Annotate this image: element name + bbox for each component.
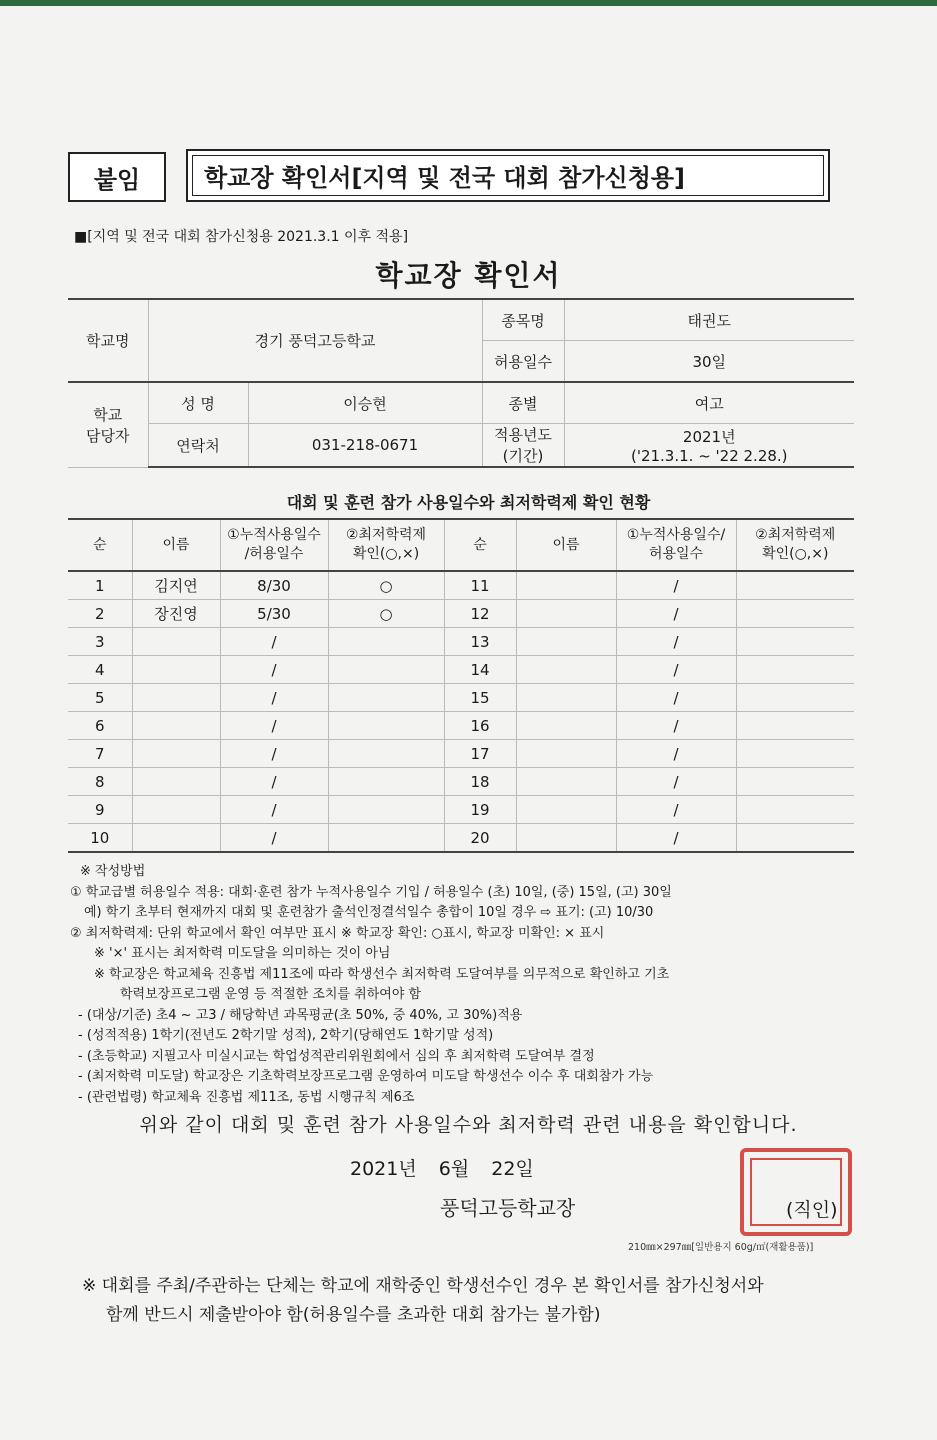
cell-used-r: /: [616, 571, 736, 600]
cell-used-r: /: [616, 628, 736, 656]
cell-no-r: 11: [444, 571, 516, 600]
cell-name-r: [516, 740, 616, 768]
cell-check: [328, 628, 444, 656]
binder-edge: [0, 0, 937, 6]
cell-name: [132, 796, 220, 824]
table-row: [68, 824, 854, 853]
cell-used: /: [220, 712, 328, 740]
cell-used-r: /: [616, 684, 736, 712]
cell-used-r: /: [616, 740, 736, 768]
col-name-right: 이름: [516, 519, 616, 571]
applicability-note: ■[지역 및 전국 대회 참가신청용 2021.3.1 이후 적용]: [74, 229, 409, 245]
footer-line: ※ 대회를 주최/주관하는 단체는 학교에 재학중인 학생선수인 경우 본 확인서를 참가신청서와: [82, 1276, 764, 1296]
cell-name: [132, 768, 220, 796]
contact-value: 031-218-0671: [248, 424, 482, 468]
instructions: [70, 862, 860, 1108]
cell-used: 8/30: [220, 571, 328, 600]
instruction-line: ※ 학교장은 학교체육 진흥법 제11조에 따라 학생선수 최저학력 도달여부를 의무적으로 확인하고 기초: [94, 966, 670, 982]
table-row: [68, 796, 854, 824]
seal-label: (직인): [786, 1199, 838, 1221]
col-check-right: ②최저학력제 확인(○,×): [736, 519, 854, 571]
manager-label: 학교 담당자: [68, 382, 148, 467]
event-label: 종목명: [482, 299, 564, 341]
cell-check: [328, 712, 444, 740]
cell-used-r: /: [616, 768, 736, 796]
days-value: 30일: [564, 341, 854, 383]
table-row: [68, 768, 854, 796]
cell-check-r: [736, 824, 854, 853]
cell-check-r: [736, 628, 854, 656]
col-no: 순: [68, 519, 132, 571]
cell-check: [328, 824, 444, 853]
cell-no-r: 20: [444, 824, 516, 853]
cell-name-r: [516, 712, 616, 740]
school-value: 경기 풍덕고등학교: [148, 299, 482, 382]
cell-used: /: [220, 684, 328, 712]
cell-no: 3: [68, 628, 132, 656]
header-title-text: 학교장 확인서[지역 및 전국 대회 참가신청용]: [204, 164, 686, 192]
cell-no-r: 16: [444, 712, 516, 740]
cell-check-r: [736, 684, 854, 712]
cell-check-r: [736, 571, 854, 600]
instruction-line: - (대상/기준) 초4 ~ 고3 / 해당학년 과목평균(초 50%, 중 40%, 고 30%)적용: [78, 1007, 523, 1023]
instruction-line: ※ '×' 표시는 최저학력 미도달을 의미하는 것이 아님: [94, 946, 391, 961]
status-title: 대회 및 훈련 참가 사용일수와 최저학력제 확인 현황: [286, 493, 651, 512]
cell-name-r: [516, 684, 616, 712]
table-row: [68, 571, 854, 600]
cell-used-r: /: [616, 712, 736, 740]
cell-name-r: [516, 628, 616, 656]
cell-name: [132, 824, 220, 853]
cell-used: 5/30: [220, 600, 328, 628]
cell-no-r: 17: [444, 740, 516, 768]
cell-no: 1: [68, 571, 132, 600]
cell-name: 장진영: [132, 600, 220, 628]
cell-no-r: 19: [444, 796, 516, 824]
cell-no: 7: [68, 740, 132, 768]
cell-name-r: [516, 796, 616, 824]
cell-no-r: 14: [444, 656, 516, 684]
instruction-line: - (최저학력 미도달) 학교장은 기초학력보장프로그램 운영하여 미도달 학생선수 이수 후 대회참가 가능: [78, 1069, 654, 1084]
cell-name: [132, 740, 220, 768]
days-label: 허용일수: [482, 341, 564, 383]
instruction-line: - (초등학교) 지필고사 미실시교는 학업성적관리위원회에서 심의 후 최저학력 도달여부 결정: [78, 1048, 595, 1064]
cell-check-r: [736, 656, 854, 684]
cell-no: 2: [68, 600, 132, 628]
cell-name: [132, 712, 220, 740]
cell-used-r: /: [616, 796, 736, 824]
cell-used: /: [220, 628, 328, 656]
cell-used-r: /: [616, 824, 736, 853]
cell-check: [328, 656, 444, 684]
footer-line: 함께 반드시 제출받아야 함(허용일수를 초과한 대회 참가는 불가함): [106, 1305, 601, 1325]
official-seal-stamp: [740, 1148, 852, 1236]
paper-size-note: 210㎜×297㎜[일반용지 60g/㎡(재활용품)]: [628, 1242, 814, 1253]
year-value: 2021년 ('21.3.1. ~ '22 2.28.): [564, 424, 854, 468]
info-table: [68, 298, 854, 468]
type-label: 종별: [482, 382, 564, 424]
cell-used: /: [220, 740, 328, 768]
col-no-right: 순: [444, 519, 516, 571]
cell-no-r: 15: [444, 684, 516, 712]
cell-check: [328, 768, 444, 796]
attachment-badge: 붙임: [68, 152, 166, 202]
cell-name-r: [516, 824, 616, 853]
table-row: [68, 712, 854, 740]
instruction-line: ① 학교급별 허용일수 적용: 대회·훈련 참가 누적사용일수 기입 / 허용일수 (초) 10일, (중) 15일, (고) 30일: [70, 884, 672, 900]
cell-no-r: 18: [444, 768, 516, 796]
name-value: 이승현: [248, 382, 482, 424]
cell-used-r: /: [616, 656, 736, 684]
cell-no: 9: [68, 796, 132, 824]
instruction-line: 예) 학기 초부터 현재까지 대회 및 훈련참가 출석인정결석일수 총합이 10일 경우 ⇨ 표기: (고) 10/30: [84, 905, 654, 920]
cell-no: 6: [68, 712, 132, 740]
cell-name-r: [516, 656, 616, 684]
cell-no: 10: [68, 824, 132, 853]
cell-used: /: [220, 768, 328, 796]
table-row: [68, 740, 854, 768]
cell-check: [328, 740, 444, 768]
cell-name: [132, 628, 220, 656]
footer-note: [82, 1272, 862, 1330]
confirmation-text: 위와 같이 대회 및 훈련 참가 사용일수와 최저학력 관련 내용을 확인합니다.: [139, 1114, 798, 1136]
school-label: 학교명: [68, 299, 148, 382]
event-value: 태권도: [564, 299, 854, 341]
instruction-line: - (성적적용) 1학기(전년도 2학기말 성적), 2학기(당해연도 1학기말 성적): [78, 1028, 494, 1043]
cell-used: /: [220, 796, 328, 824]
cell-check-r: [736, 796, 854, 824]
cell-check-r: [736, 768, 854, 796]
table-row: [68, 684, 854, 712]
issue-date: 2021년 6월 22일: [350, 1158, 534, 1180]
instruction-line: - (관련법령) 학교체육 진흥법 제11조, 동법 시행규칙 제6조: [78, 1089, 415, 1105]
header-title: [186, 149, 830, 202]
col-used: ①누적사용일수 /허용일수: [220, 519, 328, 571]
cell-check-r: [736, 740, 854, 768]
table-row: [68, 600, 854, 628]
cell-name: [132, 656, 220, 684]
cell-name: [132, 684, 220, 712]
cell-name: 김지연: [132, 571, 220, 600]
cell-check: ○: [328, 571, 444, 600]
cell-check: [328, 796, 444, 824]
cell-used: /: [220, 824, 328, 853]
cell-used-r: /: [616, 600, 736, 628]
cell-check: ○: [328, 600, 444, 628]
instruction-line: ※ 작성방법: [80, 864, 146, 879]
cell-no-r: 13: [444, 628, 516, 656]
cell-name-r: [516, 571, 616, 600]
name-label: 성 명: [148, 382, 248, 424]
cell-check-r: [736, 712, 854, 740]
table-row: [68, 656, 854, 684]
table-row: [68, 628, 854, 656]
contact-label: 연락처: [148, 424, 248, 468]
cell-used: /: [220, 656, 328, 684]
cell-no: 4: [68, 656, 132, 684]
cell-no-r: 12: [444, 600, 516, 628]
col-used-right: ①누적사용일수/ 허용일수: [616, 519, 736, 571]
cell-name-r: [516, 600, 616, 628]
status-table: [68, 518, 854, 853]
cell-no: 8: [68, 768, 132, 796]
principal-name: 풍덕고등학교장: [440, 1196, 576, 1220]
col-check: ②최저학력제 확인(○,×): [328, 519, 444, 571]
cell-check: [328, 684, 444, 712]
col-name: 이름: [132, 519, 220, 571]
cell-name-r: [516, 768, 616, 796]
document-title: 학교장 확인서: [375, 259, 562, 292]
cell-no: 5: [68, 684, 132, 712]
year-label: 적용년도 (기간): [482, 424, 564, 468]
instruction-line: 학력보장프로그램 운영 등 적절한 조치를 취하여야 함: [120, 987, 422, 1002]
instruction-line: ② 최저학력제: 단위 학교에서 확인 여부만 표시 ※ 학교장 확인: ○표시, 학교장 미확인: × 표시: [70, 925, 605, 941]
type-value: 여고: [564, 382, 854, 424]
cell-check-r: [736, 600, 854, 628]
